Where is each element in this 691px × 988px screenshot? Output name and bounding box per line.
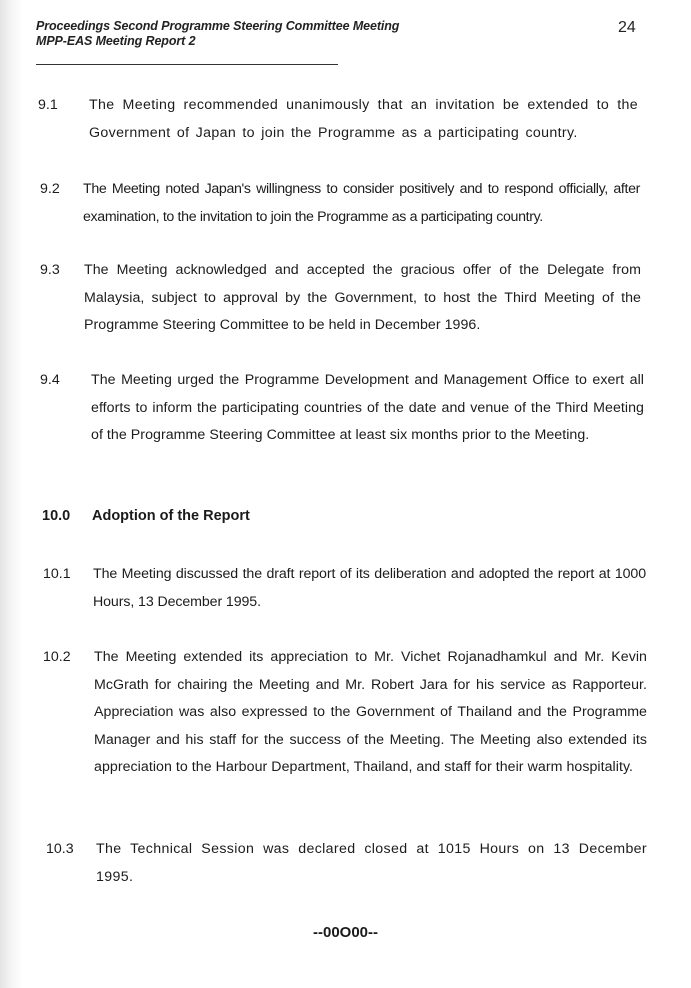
paragraph-9-1 — [38, 92, 638, 147]
paragraph-text: The Meeting extended its appreciation to Mr. Vichet Rojanadhamkul and Mr. Kevin McGrath for chairing the Meeting and Mr. Robert Jara for his service as Rapporteur. Appreciation was also expressed to the Government of Thailand and the Programme Manager and his staff for the success of the Meeting. The Meeting also extended its appreciation to the Harbour Department, Thailand, and staff for their warm hospitality. — [94, 649, 647, 775]
section-title: Adoption of the Report — [92, 508, 250, 524]
paragraph-9-2 — [40, 176, 640, 231]
paragraph-text: The Meeting recommended unanimously that an invitation be extended to the Government of Japan to join the Programme as a participating country. — [89, 97, 638, 141]
paragraph-9-3 — [40, 257, 641, 340]
paragraph-number: 10.1 — [43, 566, 71, 582]
paragraph-number: 9.1 — [38, 97, 58, 113]
paragraph-text: The Meeting noted Japan's willingness to consider positively and to respond officially, after examination, to the invitation to join the Programme as a participating country. — [83, 181, 640, 225]
paragraph-number: 9.2 — [40, 181, 60, 197]
paragraph-number: 10.3 — [46, 841, 74, 857]
paragraph-text: The Technical Session was declared closed at 1015 Hours on 13 December 1995. — [96, 841, 647, 885]
running-header — [36, 19, 656, 49]
header-title: Proceedings Second Programme Steering Committee Meeting — [36, 19, 400, 33]
paragraph-text: The Meeting discussed the draft report of its deliberation and adopted the report at 1000 Hours, 13 December 1995. — [93, 566, 646, 610]
paragraph-number: 9.4 — [40, 372, 60, 388]
end-of-document-mark: --00O00-- — [312, 924, 379, 941]
scan-edge-shadow — [0, 0, 22, 988]
paragraph-number: 10.2 — [43, 649, 71, 665]
header-subtitle: MPP-EAS Meeting Report 2 — [36, 34, 196, 48]
section-heading — [42, 508, 250, 524]
header-rule — [36, 64, 338, 65]
paragraph-10-3 — [46, 836, 647, 891]
paragraph-text: The Meeting urged the Programme Development and Management Office to exert all efforts to inform the participating countries of the date and venue of the Third Meeting of the Programme Steering Committee at least six months prior to the Meeting. — [91, 372, 644, 443]
paragraph-number: 9.3 — [40, 262, 60, 278]
section-number: 10.0 — [42, 508, 71, 524]
paragraph-text: The Meeting acknowledged and accepted the gracious offer of the Delegate from Malaysia, subject to approval by the Government, to host the Third Meeting of the Programme Steering Committee to be held in December 1996. — [84, 262, 641, 333]
paragraph-10-1 — [43, 561, 646, 616]
page-number: 24 — [618, 19, 636, 36]
paragraph-10-2 — [43, 644, 647, 782]
paragraph-9-4 — [40, 367, 644, 450]
